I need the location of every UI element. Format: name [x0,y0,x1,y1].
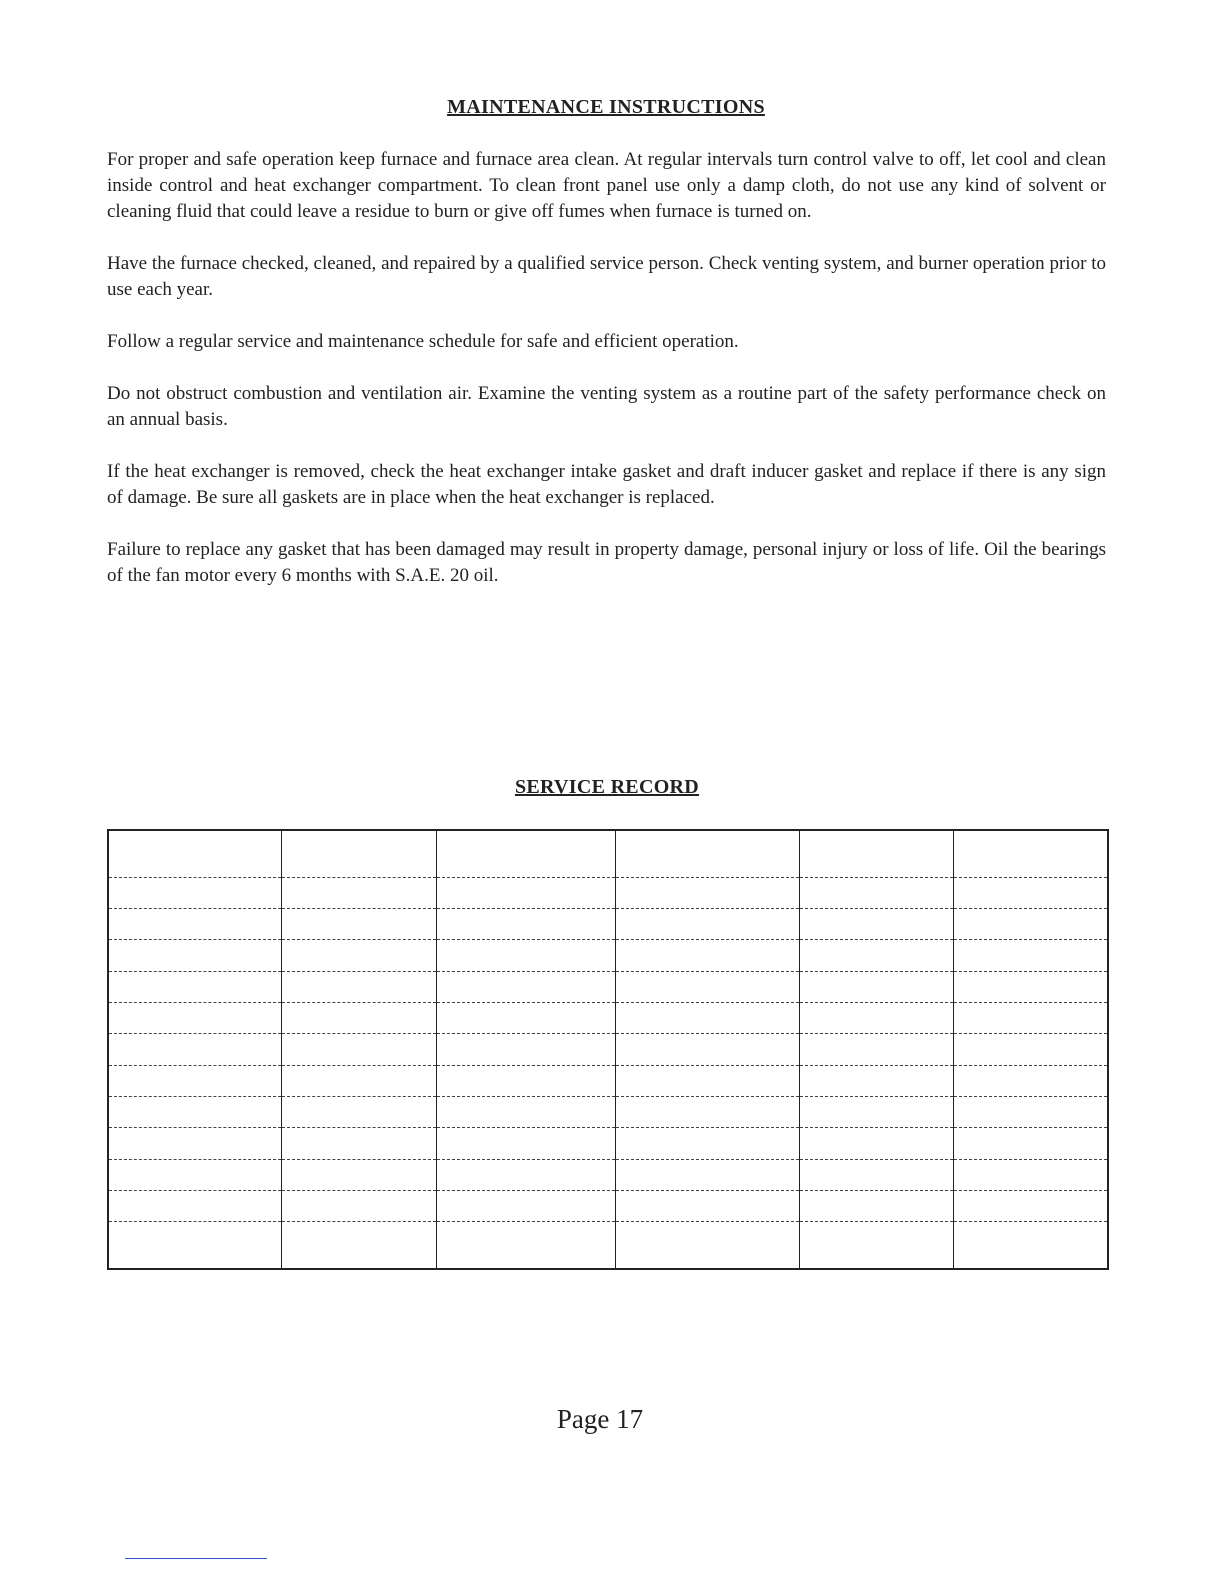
table-cell [953,1002,1108,1033]
maintenance-instructions-body [107,147,1106,615]
table-cell [436,908,615,939]
table-cell [436,1128,615,1159]
table-cell [799,830,953,877]
table-cell [615,1190,799,1221]
table-cell [799,1096,953,1127]
table-cell [615,908,799,939]
table-cell [108,1002,281,1033]
paragraph-cleaning: For proper and safe operation keep furnace and furnace area clean. At regular intervals turn control valve to off, let cool and clean inside control and heat exchanger compartment. To clean front panel use only a damp cloth, do not use any kind of solvent or cleaning fluid that could leave a residue to burn or give off fumes when furnace is turned on. [107,149,1106,222]
paragraph-service-schedule: Follow a regular service and maintenance schedule for safe and efficient operation. [107,331,739,352]
table-cell [615,1222,799,1269]
table-cell [953,1128,1108,1159]
table-cell [799,1128,953,1159]
table-cell [281,1159,436,1190]
table-row [108,1190,1108,1221]
table-row [108,908,1108,939]
table-cell [953,877,1108,908]
table-cell [799,1034,953,1065]
table-cell [799,877,953,908]
table-cell [799,971,953,1002]
table-cell [799,940,953,971]
table-cell [436,971,615,1002]
table-cell [108,1128,281,1159]
table-cell [615,830,799,877]
table-cell [799,1065,953,1096]
table-cell [108,877,281,908]
table-cell [436,830,615,877]
table-row [108,1065,1108,1096]
page-number: Page 17 [556,1404,644,1434]
table-cell [436,1190,615,1221]
table-row [108,1159,1108,1190]
table-cell [108,908,281,939]
table-cell [615,940,799,971]
table-cell [281,971,436,1002]
table-cell [108,940,281,971]
table-cell [436,1002,615,1033]
footer-rule [125,1558,267,1559]
table-cell [108,830,281,877]
table-cell [953,1159,1108,1190]
table-row [108,1002,1108,1033]
table-cell [953,1065,1108,1096]
table-cell [281,1096,436,1127]
table-cell [281,1065,436,1096]
paragraph-qualified-service: Have the furnace checked, cleaned, and repaired by a qualified service person. Check venting system, and burner operation prior to use each year. [107,253,1106,300]
service-record-heading: SERVICE RECORD [514,776,700,798]
table-cell [436,1159,615,1190]
table-cell [108,1065,281,1096]
table-cell [953,830,1108,877]
table-row [108,830,1108,877]
table-cell [615,1065,799,1096]
table-cell [108,1096,281,1127]
maintenance-instructions-heading: MAINTENANCE INSTRUCTIONS [447,96,765,118]
table-cell [799,1159,953,1190]
table-cell [799,1222,953,1269]
table-cell [436,1222,615,1269]
table-cell [615,1128,799,1159]
table-cell [615,1159,799,1190]
table-cell [281,1190,436,1221]
table-row [108,971,1108,1002]
table-row [108,1128,1108,1159]
table-cell [615,1034,799,1065]
table-cell [108,1222,281,1269]
table-cell [281,1034,436,1065]
table-cell [615,971,799,1002]
table-cell [108,1190,281,1221]
table-cell [436,1065,615,1096]
table-cell [436,877,615,908]
paragraph-gasket-failure-oil: Failure to replace any gasket that has been damaged may result in property damage, personal injury or loss of life. Oil the bearings of the fan motor every 6 months with S.A.E. 20 oil. [107,539,1106,586]
table-cell [799,908,953,939]
table-cell [436,1096,615,1127]
table-cell [615,877,799,908]
table-row [108,940,1108,971]
table-cell [108,1159,281,1190]
table-row [108,1034,1108,1065]
table-cell [281,1222,436,1269]
paragraph-gasket-inspection: If the heat exchanger is removed, check the heat exchanger intake gasket and draft inducer gasket and replace if there is any sign of damage. Be sure all gaskets are in place when the heat exchanger is replaced. [107,461,1106,508]
table-cell [799,1190,953,1221]
table-cell [953,1222,1108,1269]
table-cell [108,971,281,1002]
table-cell [281,877,436,908]
table-cell [615,1002,799,1033]
table-cell [281,940,436,971]
table-cell [281,830,436,877]
table-cell [108,1034,281,1065]
table-cell [953,1190,1108,1221]
table-cell [281,908,436,939]
table-cell [953,971,1108,1002]
paragraph-combustion-air: Do not obstruct combustion and ventilation air. Examine the venting system as a routine part of the safety performance check on an annual basis. [107,383,1106,430]
table-cell [799,1002,953,1033]
service-record-table [107,829,1109,1270]
table-cell [953,908,1108,939]
table-cell [281,1128,436,1159]
table-cell [953,1034,1108,1065]
table-row [108,877,1108,908]
table-row [108,1096,1108,1127]
table-cell [615,1096,799,1127]
table-row [108,1222,1108,1269]
table-cell [436,1034,615,1065]
table-cell [953,940,1108,971]
table-cell [281,1002,436,1033]
table-cell [953,1096,1108,1127]
table-cell [436,940,615,971]
